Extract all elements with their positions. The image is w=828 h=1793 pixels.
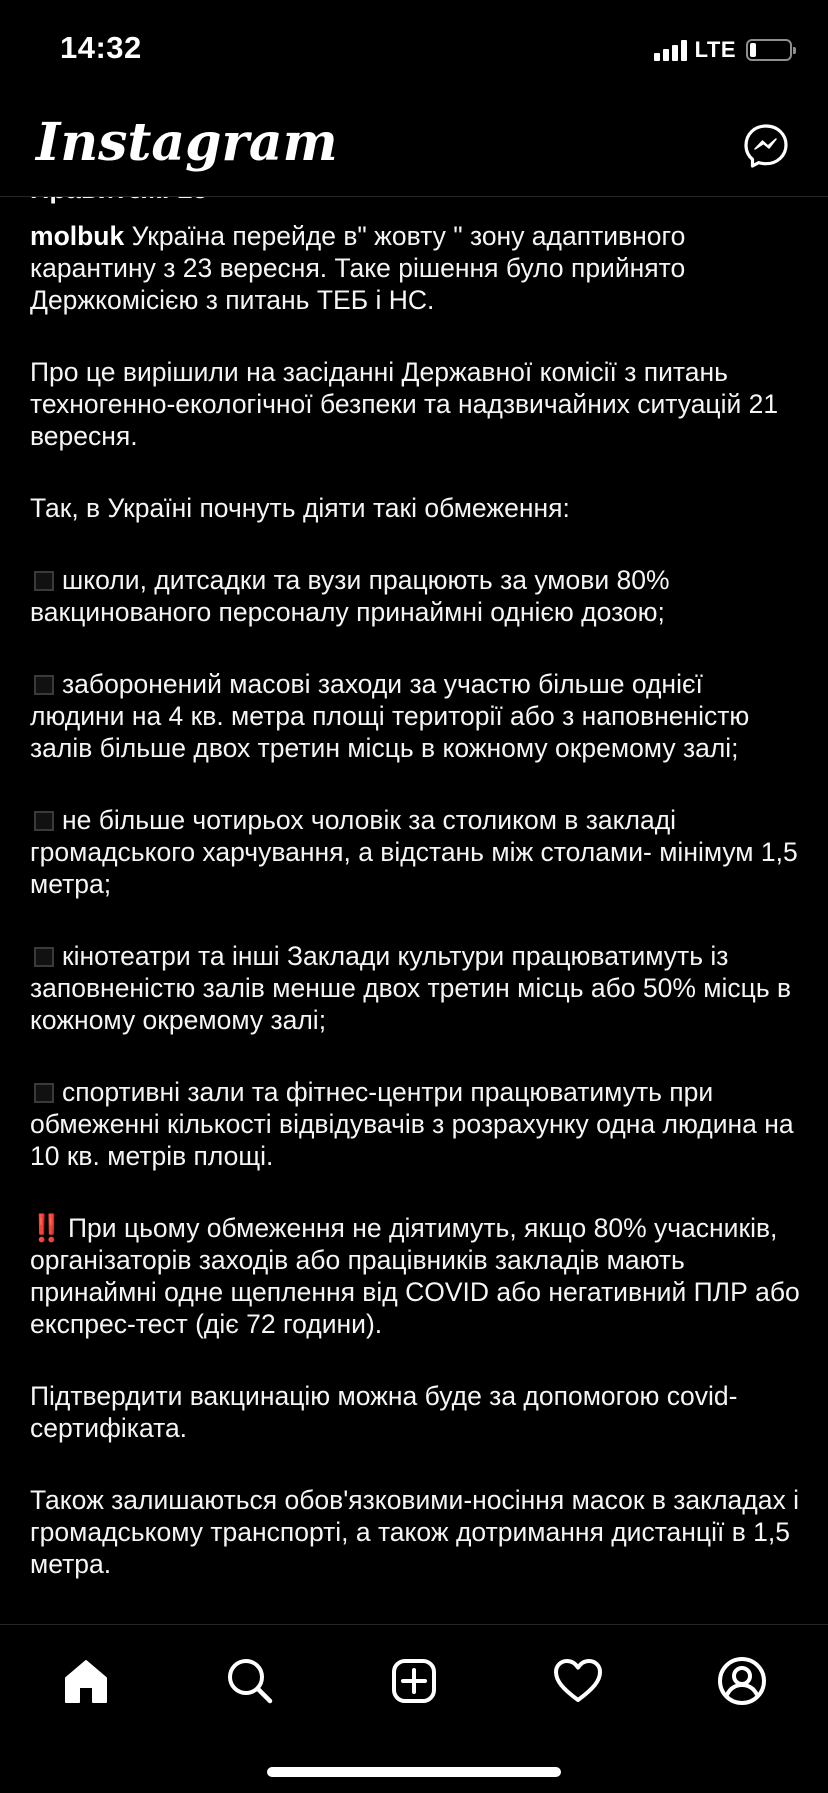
restriction-text: заборонений масові заходи за участю більше однієї людини на 4 кв. метра площі території або з наповненістю залів більше двох третин місць в кожному окремому залі; <box>30 669 750 763</box>
checkbox-icon <box>34 811 54 831</box>
tab-search[interactable] <box>220 1651 280 1711</box>
tab-home[interactable] <box>56 1651 116 1711</box>
add-post-icon <box>390 1657 438 1705</box>
battery-fill <box>750 43 756 57</box>
home-icon <box>62 1657 110 1705</box>
checkbox-icon <box>34 571 54 591</box>
caption-paragraph: Підтвердити вакцинацію можна буде за допомогою covid-сертифіката. <box>30 1381 738 1443</box>
search-icon <box>226 1657 274 1705</box>
post-caption <box>30 220 802 1620</box>
caption-paragraph: Так, в Україні почнуть діяти такі обмеження: <box>30 493 570 523</box>
checkbox-icon <box>34 1083 54 1103</box>
logo-text: Instagram <box>36 112 338 173</box>
tab-activity[interactable] <box>548 1651 608 1711</box>
restriction-text: школи, дитсадки та вузи працюють за умови 80% вакцинованого персоналу принаймні однією дозою; <box>30 565 670 627</box>
status-time: 14:32 <box>60 30 142 65</box>
status-bar <box>0 0 828 96</box>
restriction-text: спортивні зали та фітнес-центри працюватимуть при обмеженні кількості відвідувачів з розрахунку одна людина на 10 кв. метрів площі. <box>30 1077 794 1171</box>
heart-icon <box>553 1657 603 1705</box>
battery-icon <box>746 39 792 61</box>
alert-paragraph <box>30 1212 802 1340</box>
home-indicator[interactable] <box>267 1767 561 1777</box>
restriction-item <box>30 940 802 1036</box>
messenger-icon <box>743 123 789 169</box>
signal-icon <box>654 39 687 61</box>
post-username[interactable]: molbuk <box>30 221 125 251</box>
profile-icon <box>717 1656 767 1706</box>
restriction-item <box>30 564 802 628</box>
restriction-text: кінотеатри та інші Заклади культури працюватимуть із заповненістю залів менше двох третин місць або 50% місць в кожному окремому залі; <box>30 941 792 1035</box>
caption-intro <box>30 220 802 316</box>
checkbox-icon <box>34 947 54 967</box>
tab-profile[interactable] <box>712 1651 772 1711</box>
alert-text: При цьому обмеження не діятимуть, якщо 80% учасників, організаторів заходів або працівників закладів мають принаймні одне щеплення від COVID або негативний ПЛР або експрес-тест (діє 72 години). <box>30 1213 800 1339</box>
instagram-logo[interactable] <box>36 96 338 196</box>
network-label: LTE <box>694 37 736 62</box>
restriction-text: не більше чотирьох чоловік за столиком в закладі громадського харчування, а відстань між столами- мінімум 1,5 метра; <box>30 805 798 899</box>
caption-paragraph: Про це вирішили на засіданні Державної комісії з питань техногенно-екологічної безпеки та надзвичайних ситуацій 21 вересня. <box>30 357 779 451</box>
restriction-item <box>30 668 802 764</box>
double-exclamation-icon: ‼️ <box>30 1213 60 1243</box>
messenger-button[interactable] <box>738 118 794 174</box>
caption-intro-text: Україна перейде в" жовту " зону адаптивного карантину з 23 вересня. Таке рішення було прийнято Держкомісією з питань ТЕБ і НС. <box>30 221 686 315</box>
checkbox-icon <box>34 675 54 695</box>
bottom-tab-bar <box>0 1624 828 1793</box>
app-header <box>0 96 828 197</box>
caption-paragraph: Також залишаються обов'язковими-носіння масок в закладах і громадському транспорті, а також дотримання дистанції в 1,5 метра. <box>30 1485 799 1579</box>
post-caption-area[interactable] <box>0 196 828 1624</box>
tab-new-post[interactable] <box>384 1651 444 1711</box>
restriction-item <box>30 804 802 900</box>
status-indicators <box>654 36 792 64</box>
restriction-item <box>30 1076 802 1172</box>
